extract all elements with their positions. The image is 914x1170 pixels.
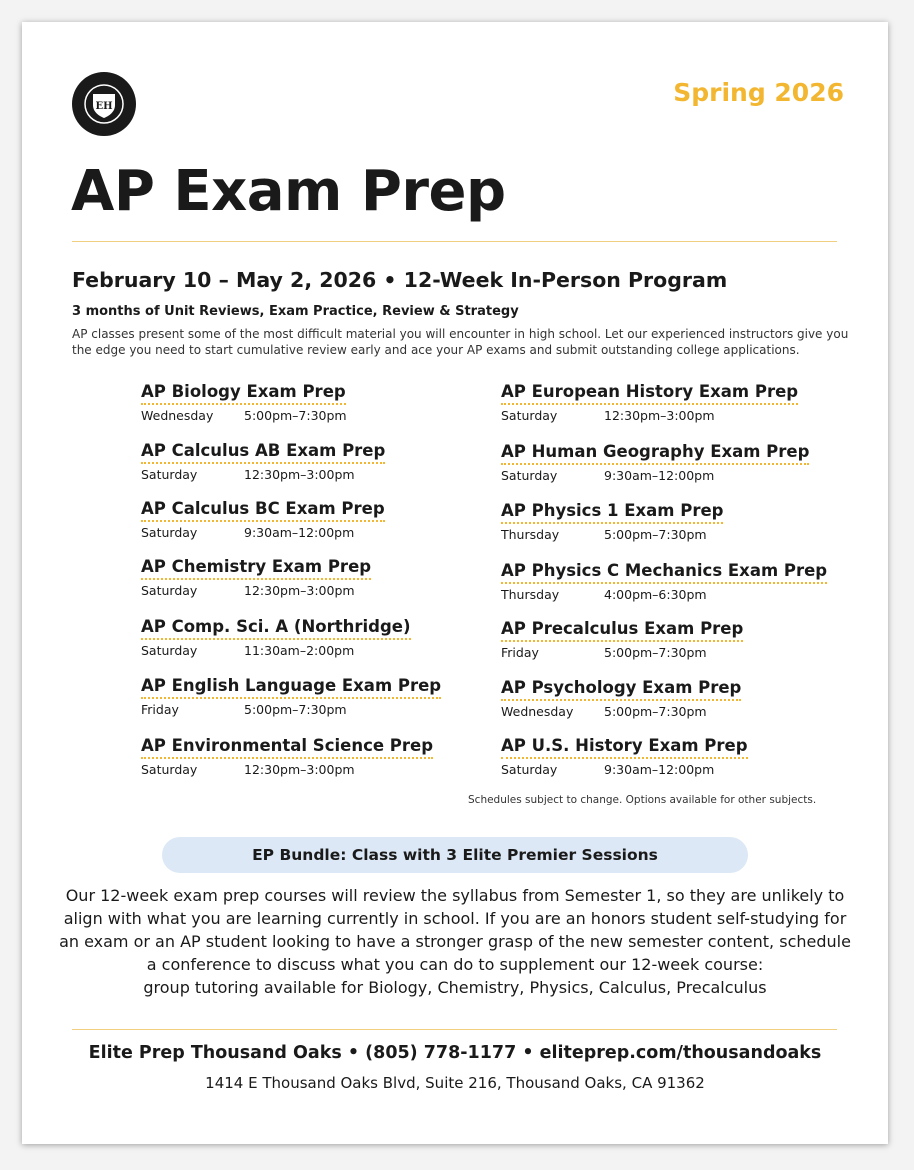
- course-time: 5:00pm–7:30pm: [244, 408, 347, 423]
- course-time: 12:30pm–3:00pm: [604, 408, 715, 423]
- flyer-page: [22, 22, 888, 1144]
- page-title: AP Exam Prep: [71, 159, 506, 224]
- course-item: [141, 440, 385, 484]
- course-day: Saturday: [141, 583, 198, 598]
- course-time: 12:30pm–3:00pm: [244, 583, 355, 598]
- course-day: Wednesday: [141, 408, 214, 423]
- bottom-divider: [72, 1029, 837, 1030]
- course-schedule: [501, 586, 827, 604]
- top-divider: [72, 241, 837, 242]
- course-item: [141, 498, 385, 542]
- course-name: AP Physics C Mechanics Exam Prep: [501, 560, 827, 584]
- course-time: 9:30am–12:00pm: [244, 525, 355, 540]
- course-name: AP Biology Exam Prep: [141, 381, 346, 405]
- course-schedule: [501, 703, 741, 721]
- bundle-tutoring: group tutoring available for Biology, Chemistry, Physics, Calculus, Precalculus: [143, 978, 767, 997]
- course-item: [141, 735, 433, 779]
- course-schedule: [501, 467, 809, 485]
- course-day: Saturday: [501, 408, 558, 423]
- logo-monogram: EH: [95, 101, 113, 112]
- logo-shield-icon: [72, 72, 136, 136]
- course-schedule: [501, 407, 798, 425]
- program-tagline: 3 months of Unit Reviews, Exam Practice, Review & Strategy: [72, 304, 519, 319]
- course-item: [501, 381, 798, 425]
- course-item: [501, 735, 748, 779]
- course-item: [501, 560, 827, 604]
- course-day: Saturday: [141, 643, 198, 658]
- bundle-banner: [162, 837, 748, 873]
- course-day: Friday: [501, 645, 539, 660]
- course-name: AP Comp. Sci. A (Northridge): [141, 616, 411, 640]
- course-day: Wednesday: [501, 704, 574, 719]
- course-item: [501, 441, 809, 485]
- course-day: Saturday: [141, 525, 198, 540]
- course-name: AP U.S. History Exam Prep: [501, 735, 748, 759]
- course-day: Thursday: [501, 527, 560, 542]
- schedule-disclaimer: Schedules subject to change. Options available for other subjects.: [468, 794, 817, 806]
- course-day: Friday: [141, 702, 179, 717]
- course-item: [141, 556, 371, 600]
- course-name: AP Calculus BC Exam Prep: [141, 498, 385, 522]
- bundle-paragraph: Our 12-week exam prep courses will review the syllabus from Semester 1, so they are unlikely to align with what you are learning currently in school. If you are an honors student self-studying for an exam or an AP student looking to have a stronger grasp of the new semester content, schedule a conference to discuss what you can do to supplement our 12-week course:: [59, 886, 851, 974]
- course-name: AP Environmental Science Prep: [141, 735, 433, 759]
- course-day: Thursday: [501, 587, 560, 602]
- course-time: 5:00pm–7:30pm: [604, 527, 707, 542]
- course-item: [141, 616, 411, 660]
- course-schedule: [141, 466, 385, 484]
- course-time: 11:30am–2:00pm: [244, 643, 355, 658]
- course-schedule: [141, 524, 385, 542]
- course-item: [501, 500, 723, 544]
- course-name: AP Physics 1 Exam Prep: [501, 500, 723, 524]
- course-time: 5:00pm–7:30pm: [604, 704, 707, 719]
- course-day: Saturday: [501, 762, 558, 777]
- course-day: Saturday: [501, 468, 558, 483]
- course-name: AP English Language Exam Prep: [141, 675, 441, 699]
- course-item: [141, 381, 347, 425]
- course-time: 9:30am–12:00pm: [604, 762, 715, 777]
- course-name: AP Calculus AB Exam Prep: [141, 440, 385, 464]
- course-name: AP European History Exam Prep: [501, 381, 798, 405]
- course-name: AP Precalculus Exam Prep: [501, 618, 743, 642]
- course-day: Saturday: [141, 762, 198, 777]
- course-time: 12:30pm–3:00pm: [244, 467, 355, 482]
- course-time: 9:30am–12:00pm: [604, 468, 715, 483]
- course-time: 4:00pm–6:30pm: [604, 587, 707, 602]
- course-schedule: [141, 582, 371, 600]
- course-time: 5:00pm–7:30pm: [604, 645, 707, 660]
- course-schedule: [141, 701, 441, 719]
- footer-address: 1414 E Thousand Oaks Blvd, Suite 216, Thousand Oaks, CA 91362: [205, 1074, 705, 1092]
- course-name: AP Human Geography Exam Prep: [501, 441, 809, 465]
- course-time: 12:30pm–3:00pm: [244, 762, 355, 777]
- season-label: Spring 2026: [673, 78, 844, 107]
- course-time: 5:00pm–7:30pm: [244, 702, 347, 717]
- course-schedule: [141, 407, 347, 425]
- course-schedule: [141, 761, 433, 779]
- course-schedule: [141, 642, 411, 660]
- course-item: [141, 675, 441, 719]
- bundle-title: EP Bundle: Class with 3 Elite Premier Sessions: [252, 846, 658, 864]
- program-subtitle: February 10 – May 2, 2026 • 12-Week In-Person Program: [72, 268, 728, 292]
- course-schedule: [501, 761, 748, 779]
- bundle-description: [58, 884, 852, 999]
- course-name: AP Psychology Exam Prep: [501, 677, 741, 701]
- shield-icon: [82, 82, 126, 126]
- course-day: Saturday: [141, 467, 198, 482]
- course-schedule: [501, 644, 743, 662]
- footer-contact: Elite Prep Thousand Oaks • (805) 778-1177 • eliteprep.com/thousandoaks: [88, 1043, 822, 1063]
- course-schedule: [501, 526, 723, 544]
- course-item: [501, 677, 741, 721]
- course-name: AP Chemistry Exam Prep: [141, 556, 371, 580]
- program-intro: AP classes present some of the most difficult material you will encounter in high school. Let our experienced instructors give you the edge you need to start cumulative review early and ace your AP exams and submit outstanding college applications.: [72, 327, 849, 357]
- course-item: [501, 618, 743, 662]
